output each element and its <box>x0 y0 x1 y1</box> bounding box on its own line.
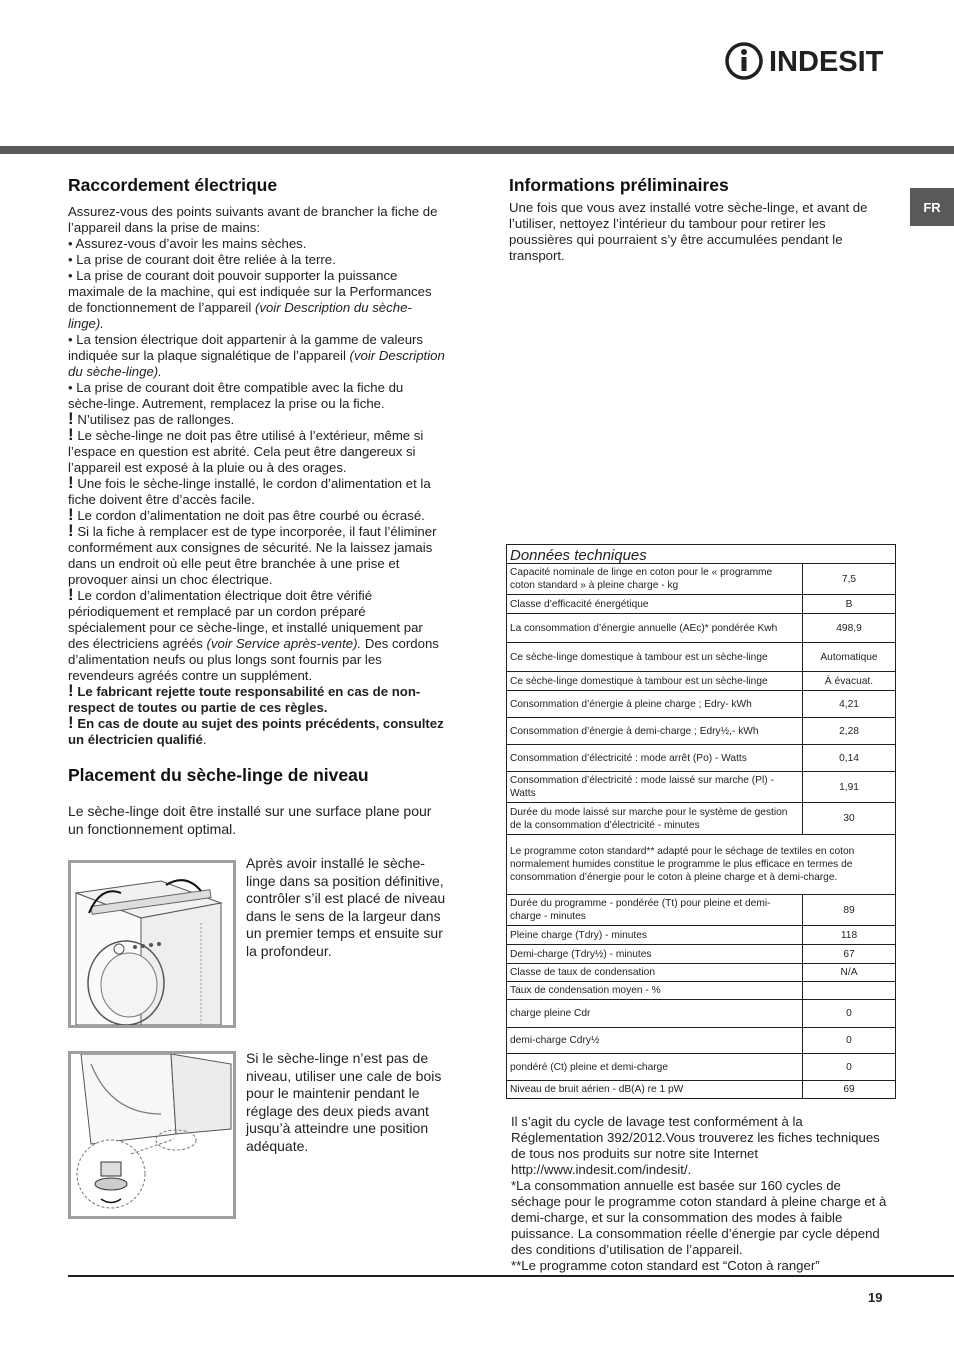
note-regulation: Il s’agit du cycle de lavage test conformément à la Réglementation 392/2012.Vous trouverez les fiches techniques de tous nos produits sur notre site Internet http://www.indesit.com/indesit/. <box>511 1114 880 1177</box>
level-title: Placement du sèche-linge de niveau <box>68 765 369 785</box>
warning-icon: ! <box>68 713 74 732</box>
warning-icon: ! <box>68 521 74 540</box>
table-row: Niveau de bruit aérien - dB(A) re 1 pW 69 <box>507 1081 896 1099</box>
note-standard-program: **Le programme coton standard est “Coton à ranger” <box>511 1258 820 1273</box>
header-bar <box>0 146 954 154</box>
warning-cord-bent: ! Le cordon d’alimentation ne doit pas être courbé ou écrasé. <box>68 505 425 524</box>
warning-outdoor: ! Le sèche-linge ne doit pas être utilisé à l’extérieur, même si l’espace en question est abrité. Cela peut être dangereux si l’appareil est exposé à la pluie ou à des orages. <box>68 425 424 475</box>
warning-icon: ! <box>68 409 74 428</box>
warning-liability: ! Le fabricant rejette toute responsabilité en cas de non-respect de toutes ou partie de ces règles. <box>68 681 421 715</box>
table-row: Durée du mode laissé sur marche pour le système de gestion de la consommation d’électricité - minutes 30 <box>507 803 896 835</box>
table-row: demi-charge Cdry½ 0 <box>507 1028 896 1054</box>
warning-doubt: ! En cas de doute au sujet des points précédents, consultez un électricien qualifié. <box>68 713 444 747</box>
language-tab: FR <box>910 188 954 226</box>
table-row: charge pleine Cdr 0 <box>507 1000 896 1028</box>
bullet-power: • La prise de courant doit pouvoir supporter la puissance maximale de la machine, qui est indiquée sur la Performances de fonctionnement de l’appareil (voir Description du sèche-linge). <box>68 268 432 331</box>
warning-icon: ! <box>68 585 74 604</box>
indesit-logo <box>725 40 890 82</box>
table-row: Consommation d’énergie à pleine charge ; Edry- kWh 4,21 <box>507 691 896 718</box>
technical-data-table <box>506 544 896 1099</box>
table-row: Ce sèche-linge domestique à tambour est un sèche-linge Automatique <box>507 643 896 672</box>
table-row: pondéré (Ct) pleine et demi-charge 0 <box>507 1054 896 1081</box>
table-row: Ce sèche-linge domestique à tambour est un sèche-linge À évacuat. <box>507 672 896 691</box>
table-title-row <box>507 545 896 564</box>
warning-extension: ! N’utilisez pas de rallonges. <box>68 409 235 428</box>
bullet-voltage: • La tension électrique doit appartenir à la gamme de valeurs indiquée sur la plaque signalétique de l’appareil (voir Description du sèche-linge). <box>68 332 445 379</box>
table-row: Durée du programme - pondérée (Tt) pour pleine et demi-charge - minutes 89 <box>507 895 896 926</box>
table-row: Pleine charge (Tdry) - minutes 118 <box>507 926 896 945</box>
page-number: 19 <box>868 1290 883 1305</box>
footer-rule <box>68 1275 954 1277</box>
warning-icon: ! <box>68 505 74 524</box>
dryer-top-level-image <box>68 860 236 1028</box>
level-step2: Si le sèche-linge n’est pas de niveau, utiliser une cale de bois pour le maintenir pendant le réglage des deux pieds avant jusqu’à atteindre une position adéquate. <box>246 1050 442 1154</box>
table-row: Classe de taux de condensation N/A <box>507 964 896 982</box>
table-row: Classe d’efficacité énergétique B <box>507 595 896 614</box>
level-step1: Après avoir installé le sèche-linge dans sa position définitive, contrôler s’il est placé de niveau dans le sens de la largeur dans un premier temps et ensuite sur la profondeur. <box>246 855 446 959</box>
prelim-text: Une fois que vous avez installé votre sèche-linge, et avant de l’utiliser, nettoyez l’intérieur du tambour pour retirer les poussières qui pourraient s’y être accumulées pendant le transport. <box>509 200 868 263</box>
table-title: Données techniques <box>507 545 896 564</box>
table-row: Demi-charge (Tdry½) - minutes 67 <box>507 945 896 964</box>
electrical-text <box>68 204 446 748</box>
electrical-intro: Assurez-vous des points suivants avant de brancher la fiche de l’appareil dans la prise de mains: <box>68 204 438 235</box>
note-annual-consumption: *La consommation annuelle est basée sur 160 cycles de séchage pour le programme coton standard à pleine charge et à demi-charge, et sur la consommation des modes à faible puissance. La consommation réelle d’énergie par cycle dépend des conditions d’utilisation de l’appareil. <box>511 1178 887 1257</box>
table-row: Consommation d’énergie à demi-charge ; Edry½,- kWh 2,28 <box>507 718 896 745</box>
table-row: Consommation d’électricité : mode laissé sur marche (Pl) - Watts 1,91 <box>507 772 896 803</box>
table-row: Taux de condensation moyen - % <box>507 982 896 1000</box>
electrical-title: Raccordement électrique <box>68 175 278 195</box>
bullet-plug: • La prise de courant doit être compatible avec la fiche du sèche-linge. Autrement, remplacez la prise ou la fiche. <box>68 380 404 411</box>
warning-icon: ! <box>68 425 74 444</box>
bullet-earth: • La prise de courant doit être reliée à la terre. <box>68 252 336 267</box>
table-row: La consommation d’énergie annuelle (AEc)* pondérée Kwh 498,9 <box>507 614 896 643</box>
warning-icon: ! <box>68 473 74 492</box>
table-row: Capacité nominale de linge en coton pour le « programme coton standard » à pleine charge - kg 7,5 <box>507 564 896 595</box>
warning-cord-check: ! Le cordon d’alimentation électrique doit être vérifié périodiquement et remplacé par un cordon préparé spécialement pour ce sèche-linge, et installé uniquement par des électriciens agréés (voir Service après-vente). Des cordons d’alimentation neufs ou plus longs sont fournis par les revendeurs agréés contre un supplément. <box>68 585 439 683</box>
warning-access: ! Une fois le sèche-linge installé, le cordon d’alimentation et la fiche doivent être d’accès facile. <box>68 473 431 507</box>
prelim-title: Informations préliminaires <box>509 175 729 195</box>
footnotes <box>511 1114 891 1274</box>
level-intro: Le sèche-linge doit être installé sur une surface plane pour un fonctionnement optimal. <box>68 803 432 837</box>
bullet-dry-hands: • Assurez-vous d’avoir les mains sèches. <box>68 236 307 251</box>
table-row: Consommation d’électricité : mode arrêt (Po) - Watts 0,14 <box>507 745 896 772</box>
logo-wordmark: INDESIT <box>769 46 884 78</box>
warning-icon: ! <box>68 681 74 700</box>
table-row-full: Le programme coton standard** adapté pour le séchage de textiles en coton normalement humides constitue le programme le plus efficace en termes de consommation d’énergie pour le coton à pleine charge et à demi-charge. <box>507 835 896 895</box>
dryer-feet-image <box>68 1051 236 1219</box>
warning-plug-replace: ! Si la fiche à remplacer est de type incorporée, il faut l’éliminer conformément aux consignes de sécurité. Ne la laissez jamais dans un endroit où elle peut être branchée à une prise et provoquer ainsi un choc électrique. <box>68 521 437 587</box>
